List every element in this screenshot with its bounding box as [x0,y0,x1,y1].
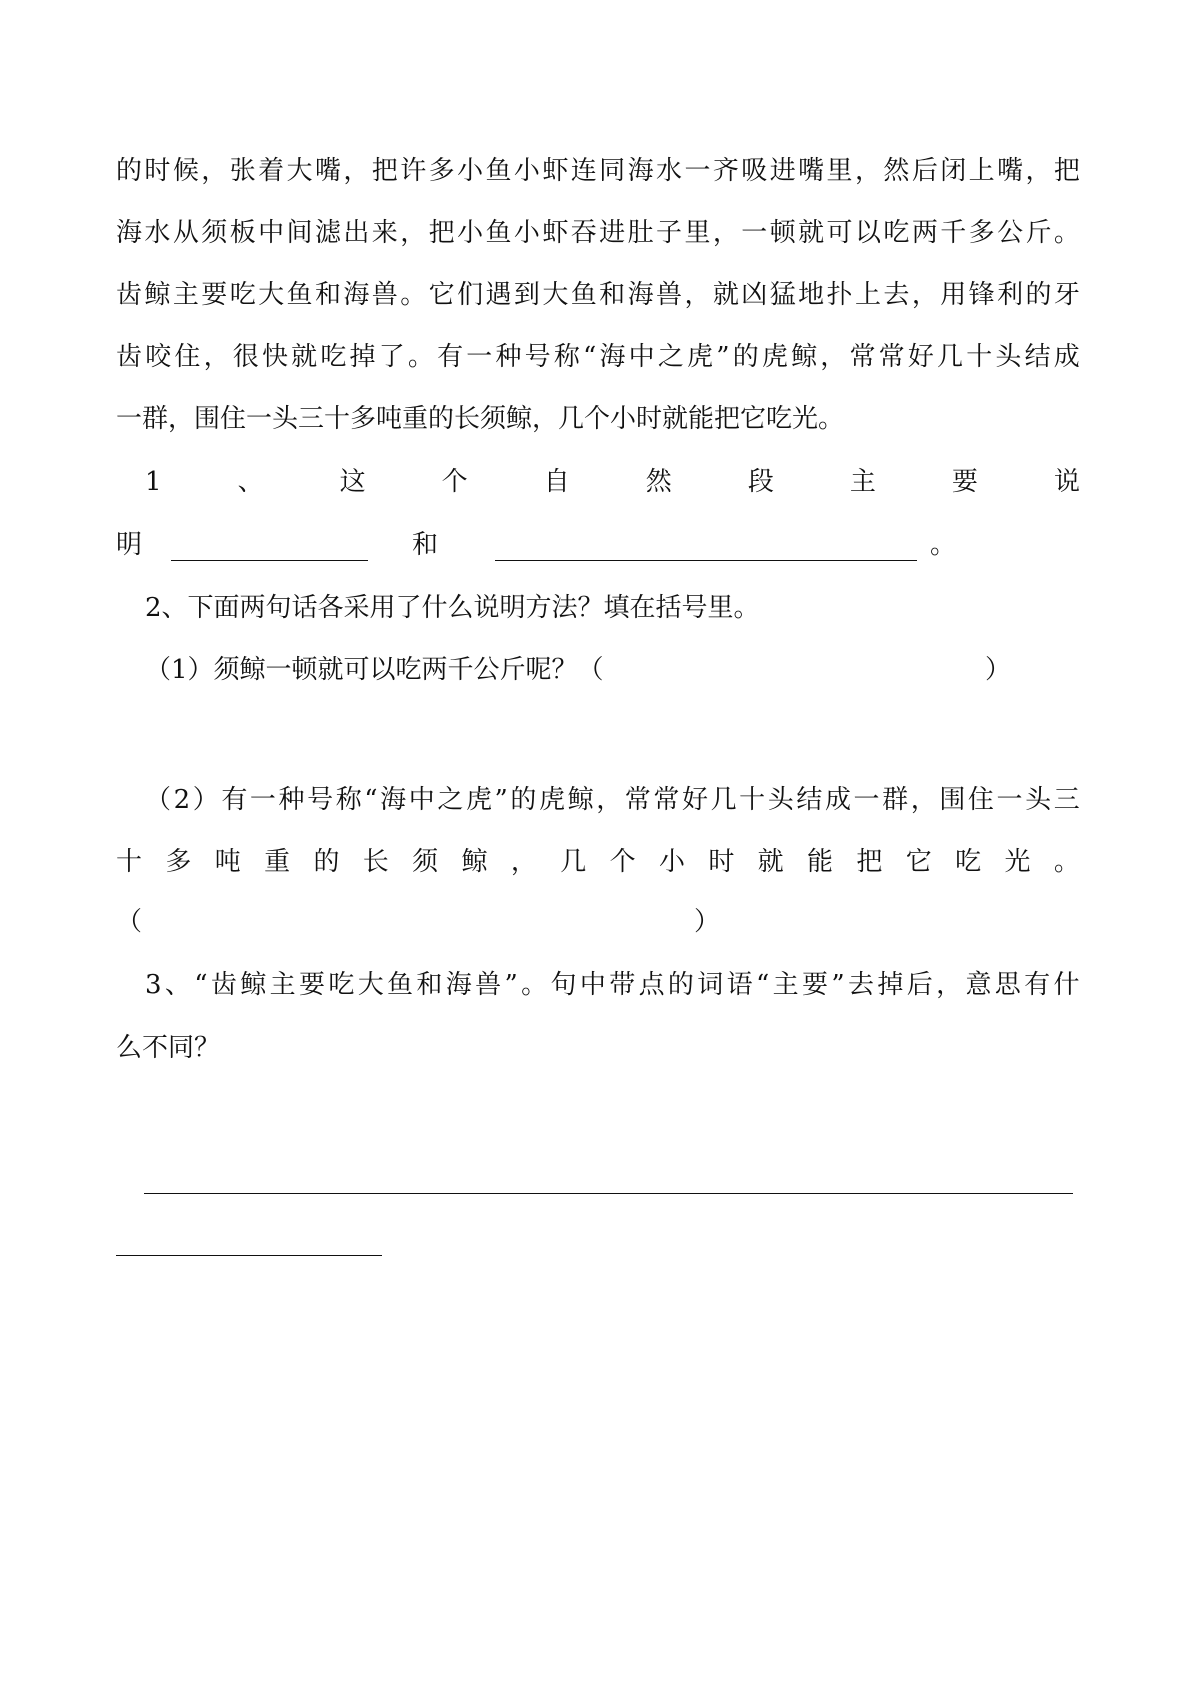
glyph: 虎 [539,785,566,815]
glyph: 把 [371,156,398,186]
glyph: 重 [264,847,291,877]
question-2-item-2-line-1 [145,780,1080,820]
glyph: 多 [968,218,995,248]
glyph: 海 [445,970,472,1000]
question-1-connector: 和 [412,530,439,560]
glyph: 之 [437,785,464,815]
glyph: 子 [656,218,683,248]
glyph: 须 [201,218,228,248]
glyph: 把 [1053,156,1080,186]
glyph: 一 [684,156,711,186]
glyph: 词 [697,970,724,1000]
glyph: 常 [849,342,876,372]
glyph: 咬 [145,342,172,372]
glyph: ， [712,218,739,248]
question-2-item-2-open-paren: （ [116,907,143,937]
glyph: 几 [937,342,964,372]
glyph: 快 [261,342,288,372]
glyph: 着 [258,156,285,186]
glyph: 号 [524,342,551,372]
question-3-answer-line-1 [144,1193,1073,1194]
glyph: 海 [627,156,654,186]
glyph: 头 [1025,785,1052,815]
glyph: 嘴 [997,156,1024,186]
question-2-item-1-close-paren: ） [985,655,1012,685]
glyph: 种 [278,785,305,815]
glyph: 就 [798,218,825,248]
glyph: 一 [996,785,1023,815]
glyph: 的 [116,156,143,186]
glyph: ， [343,156,370,186]
glyph: 大 [286,156,313,186]
glyph: 张 [229,156,256,186]
glyph: 小 [513,156,540,186]
glyph: ” [494,785,508,815]
glyph: 。 [521,970,548,1000]
glyph: 自 [543,467,570,497]
glyph: 有 [437,342,464,372]
glyph: “ [194,970,208,1000]
glyph: 嘴 [314,156,341,186]
question-1-end-mark: 。 [930,530,957,560]
glyph: 十 [116,847,143,877]
glyph: 中 [579,970,606,1000]
glyph: 们 [457,280,484,310]
glyph: 鲸 [567,785,594,815]
glyph: 凶 [741,280,768,310]
glyph: 的 [510,785,537,815]
glyph: 水 [144,218,171,248]
glyph: 个 [441,467,468,497]
glyph: 掉 [349,342,376,372]
glyph: 十 [966,342,993,372]
glyph: 几 [560,847,587,877]
glyph: 齿 [116,280,143,310]
glyph: 要 [201,280,228,310]
glyph: 猛 [769,280,796,310]
glyph: 吨 [214,847,241,877]
glyph: 个 [609,847,636,877]
glyph: 海 [116,218,143,248]
glyph: 闭 [940,156,967,186]
glyph: 主 [172,280,199,310]
glyph: 能 [807,847,834,877]
glyph: 主 [269,970,296,1000]
glyph: 常 [878,342,905,372]
glyph: 到 [513,280,540,310]
glyph: 有 [1024,970,1051,1000]
glyph: 海 [380,785,407,815]
question-2-prompt: 2、下面两句话各采用了什么说明方法？填在括号里。 [145,593,760,623]
glyph: 小 [457,218,484,248]
glyph: 虎 [465,785,492,815]
glyph: ） [192,785,219,815]
glyph: 地 [798,280,825,310]
glyph: 来 [371,218,398,248]
glyph: 好 [907,342,934,372]
glyph: 鱼 [570,280,597,310]
glyph: 海 [599,342,626,372]
glyph: 头 [767,785,794,815]
glyph: ， [911,280,938,310]
glyph: 什 [1053,970,1080,1000]
glyph: 了 [378,342,405,372]
glyph: 思 [994,970,1021,1000]
question-3-line-1 [145,965,1080,1005]
glyph: 3 [145,970,162,1000]
glyph: 许 [400,156,427,186]
glyph: 吃 [328,970,355,1000]
glyph: 扑 [826,280,853,310]
question-1-line-2-start: 明 [116,530,143,560]
glyph: 里 [826,156,853,186]
glyph: 光 [1004,847,1031,877]
passage-line-5: 一群，围住一头三十多吨重的长须鲸，几个小时就能把它吃光。 [116,404,845,434]
glyph: 、 [164,970,191,1000]
glyph: 嘴 [798,156,825,186]
glyph: 要 [802,970,829,1000]
question-1-answer-blank-1 [171,560,368,561]
glyph: 把 [428,218,455,248]
glyph: 带 [609,970,636,1000]
glyph: 齐 [712,156,739,186]
glyph: 和 [314,280,341,310]
glyph: 时 [144,156,171,186]
glyph: 鱼 [485,156,512,186]
glyph: 出 [343,218,370,248]
glyph: 同 [599,156,626,186]
glyph: 号 [307,785,334,815]
glyph: 中 [258,218,285,248]
glyph: 常 [653,785,680,815]
glyph: 兽 [656,280,683,310]
glyph: 句 [550,970,577,1000]
glyph: 的 [1025,280,1052,310]
glyph: 结 [796,785,823,815]
glyph: 一 [853,785,880,815]
glyph: 上 [854,280,881,310]
glyph: 间 [286,218,313,248]
glyph: 三 [1053,785,1080,815]
glyph: 然 [645,467,672,497]
glyph: 种 [495,342,522,372]
glyph: 去 [883,280,910,310]
glyph: 的 [667,970,694,1000]
glyph: 齿 [210,970,237,1000]
glyph: 兽 [475,970,502,1000]
glyph: 多 [428,156,455,186]
glyph: 候 [172,156,199,186]
glyph: 要 [951,467,978,497]
glyph: 。 [400,280,427,310]
glyph: 它 [905,847,932,877]
glyph: 说 [1053,467,1080,497]
glyph: 群 [882,785,909,815]
passage-line-4 [116,337,1080,377]
glyph: 主 [772,970,799,1000]
glyph: 虎 [687,342,714,372]
glyph: 以 [854,218,881,248]
glyph: 吸 [741,156,768,186]
glyph: 公 [997,218,1024,248]
glyph: 肚 [627,218,654,248]
glyph: ， [596,785,623,815]
glyph: 之 [657,342,684,372]
glyph: 后 [911,156,938,186]
glyph: 一 [466,342,493,372]
glyph: 中 [408,785,435,815]
glyph: 连 [570,156,597,186]
glyph: 头 [995,342,1022,372]
glyph: 吃 [883,218,910,248]
glyph: “ [583,342,597,372]
glyph: 、 [237,467,264,497]
glyph: 去 [848,970,875,1000]
glyph: 多 [165,847,192,877]
glyph: ” [831,970,845,1000]
glyph: 语 [726,970,753,1000]
passage-line-2 [116,213,1080,253]
glyph: ， [201,156,228,186]
glyph: 里 [684,218,711,248]
glyph: 兽 [371,280,398,310]
glyph: 。 [407,342,434,372]
glyph: 小 [658,847,685,877]
glyph: 进 [769,156,796,186]
glyph: 的 [313,847,340,877]
glyph: 结 [1024,342,1051,372]
glyph: 住 [967,785,994,815]
glyph: 掉 [877,970,904,1000]
glyph: 中 [628,342,655,372]
glyph: 虾 [542,156,569,186]
glyph: 后 [906,970,933,1000]
glyph: 有 [221,785,248,815]
glyph: 称 [335,785,362,815]
question-1-answer-blank-2 [495,560,917,561]
glyph: 段 [747,467,774,497]
glyph: 海 [627,280,654,310]
glyph: 它 [428,280,455,310]
glyph: 虎 [761,342,788,372]
glyph: 用 [940,280,967,310]
glyph: 虾 [542,218,569,248]
glyph: 水 [656,156,683,186]
glyph: 这 [339,467,366,497]
glyph: 小 [457,156,484,186]
glyph: 就 [291,342,318,372]
glyph: 住 [174,342,201,372]
glyph: 鲸 [240,970,267,1000]
glyph: 一 [741,218,768,248]
glyph: 千 [940,218,967,248]
glyph: 小 [513,218,540,248]
glyph: “ [364,785,378,815]
glyph: 。 [1053,218,1080,248]
glyph: 两 [911,218,938,248]
glyph: 斤 [1025,218,1052,248]
glyph: 板 [229,218,256,248]
glyph: 可 [826,218,853,248]
glyph: 称 [553,342,580,372]
glyph: 进 [599,218,626,248]
glyph: ， [910,785,937,815]
glyph: 鱼 [387,970,414,1000]
glyph: ， [854,156,881,186]
glyph: 利 [997,280,1024,310]
glyph: 鱼 [286,280,313,310]
glyph: “ [756,970,770,1000]
glyph: 大 [357,970,384,1000]
glyph: 滤 [314,218,341,248]
glyph: ， [203,342,230,372]
question-3-line-2: 么不同？ [116,1033,221,1063]
glyph: 齿 [116,342,143,372]
glyph: ， [510,847,537,877]
glyph: 吃 [229,280,256,310]
glyph: 和 [416,970,443,1000]
glyph: ” [504,970,518,1000]
glyph: ， [1025,156,1052,186]
question-2-item-2-line-2 [116,842,1080,882]
glyph: 主 [849,467,876,497]
glyph: 。 [1053,847,1080,877]
glyph: 的 [732,342,759,372]
glyph: ， [400,218,427,248]
glyph: 吞 [570,218,597,248]
glyph: 1 [145,467,162,497]
glyph: 遇 [485,280,512,310]
glyph: 鱼 [485,218,512,248]
glyph: ， [820,342,847,372]
glyph: 一 [249,785,276,815]
glyph: 鲸 [144,280,171,310]
glyph: 鲸 [461,847,488,877]
glyph: 好 [681,785,708,815]
glyph: 几 [710,785,737,815]
glyph: 然 [883,156,910,186]
question-2-item-1: （1）须鲸一顿就可以吃两千公斤呢？（ [145,655,604,685]
glyph: 成 [824,785,851,815]
glyph: 海 [343,280,370,310]
glyph: 很 [232,342,259,372]
glyph: 顿 [769,218,796,248]
passage-line-3 [116,275,1080,315]
glyph: 把 [856,847,883,877]
glyph: 从 [172,218,199,248]
question-3-answer-line-2 [116,1255,382,1256]
glyph: ， [936,970,963,1000]
glyph: 常 [624,785,651,815]
glyph: 2 [173,785,191,815]
glyph: 吃 [320,342,347,372]
glyph: 就 [712,280,739,310]
glyph: 鲸 [791,342,818,372]
glyph: 上 [968,156,995,186]
question-2-item-2-close-paren: ） [694,907,721,937]
glyph: 要 [298,970,325,1000]
glyph: 和 [599,280,626,310]
glyph: ， [684,280,711,310]
glyph: 吃 [955,847,982,877]
glyph: 就 [757,847,784,877]
glyph: （ [145,785,172,815]
glyph: 锋 [968,280,995,310]
glyph: ” [716,342,730,372]
glyph: 时 [708,847,735,877]
glyph: 须 [412,847,439,877]
glyph: 围 [939,785,966,815]
glyph: 成 [1053,342,1080,372]
glyph: 十 [739,785,766,815]
glyph: 大 [258,280,285,310]
glyph: 长 [362,847,389,877]
question-1-line-1 [145,462,1080,502]
glyph: 大 [542,280,569,310]
glyph: 牙 [1053,280,1080,310]
glyph: 点 [638,970,665,1000]
glyph: 意 [965,970,992,1000]
passage-line-1 [116,151,1080,191]
